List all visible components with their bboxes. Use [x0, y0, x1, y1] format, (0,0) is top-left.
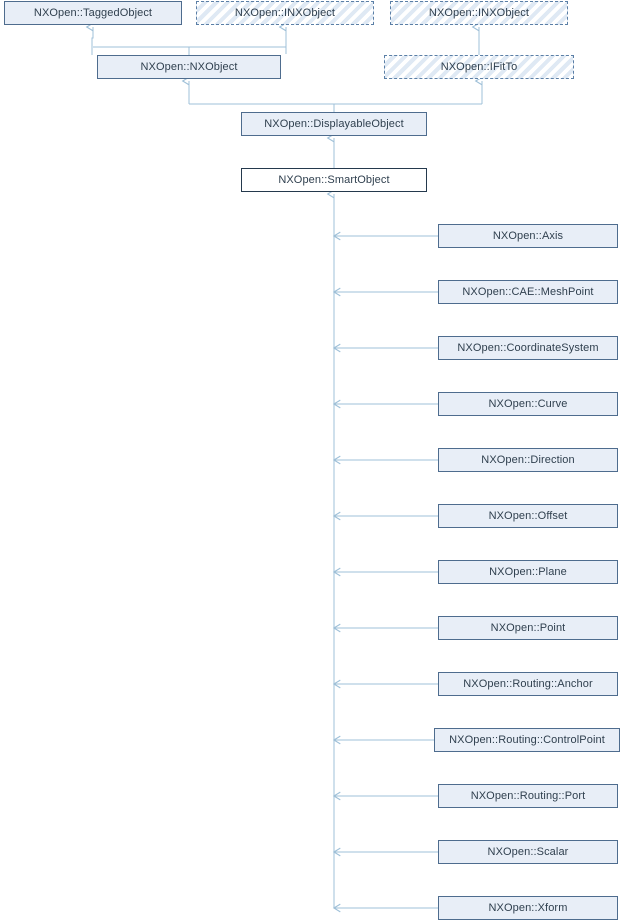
class-node-label: NXOpen::NXObject: [140, 60, 238, 73]
class-node-point[interactable]: [438, 616, 618, 640]
class-node-taggedobject[interactable]: [4, 1, 182, 25]
class-node-label: NXOpen::IFitTo: [440, 60, 518, 73]
class-node-ifitto[interactable]: [384, 55, 574, 79]
class-node-label: NXOpen::Curve: [488, 397, 568, 410]
class-node-label: NXOpen::Offset: [488, 509, 568, 522]
class-node-label: NXOpen::CAE::MeshPoint: [462, 285, 594, 298]
class-node-label: NXOpen::Plane: [489, 565, 567, 578]
class-node-direction[interactable]: [438, 448, 618, 472]
class-node-label: NXOpen::Routing::ControlPoint: [449, 733, 605, 746]
class-node-scalar[interactable]: [438, 840, 618, 864]
class-node-axis[interactable]: [438, 224, 618, 248]
class-node-displayableobject[interactable]: [241, 112, 427, 136]
class-node-cae-meshpoint[interactable]: [438, 280, 618, 304]
class-node-label: NXOpen::DisplayableObject: [264, 117, 404, 130]
class-node-label: NXOpen::Xform: [488, 901, 568, 914]
class-node-label: NXOpen::Routing::Port: [470, 789, 586, 802]
class-node-label: NXOpen::Routing::Anchor: [463, 677, 593, 690]
class-node-label: NXOpen::INXObject: [234, 6, 336, 19]
class-node-inxobject-2[interactable]: [390, 1, 568, 25]
class-node-label: NXOpen::Scalar: [487, 845, 569, 858]
class-node-coordinatesystem[interactable]: [438, 336, 618, 360]
class-node-xform[interactable]: [438, 896, 618, 920]
class-node-label: NXOpen::TaggedObject: [33, 6, 153, 19]
class-node-smartobject[interactable]: [241, 168, 427, 192]
class-node-label: NXOpen::Direction: [481, 453, 575, 466]
class-node-offset[interactable]: [438, 504, 618, 528]
class-node-routing-anchor[interactable]: [438, 672, 618, 696]
class-node-plane[interactable]: [438, 560, 618, 584]
class-node-inxobject-1[interactable]: [196, 1, 374, 25]
class-node-curve[interactable]: [438, 392, 618, 416]
class-node-label: NXOpen::Axis: [492, 229, 564, 242]
class-node-nxobject[interactable]: [97, 55, 281, 79]
class-node-label: NXOpen::INXObject: [428, 6, 530, 19]
class-node-routing-controlpoint[interactable]: [434, 728, 620, 752]
class-node-routing-port[interactable]: [438, 784, 618, 808]
class-node-label: NXOpen::CoordinateSystem: [457, 341, 599, 354]
class-node-label: NXOpen::Point: [490, 621, 566, 634]
class-node-label: NXOpen::SmartObject: [278, 173, 390, 186]
